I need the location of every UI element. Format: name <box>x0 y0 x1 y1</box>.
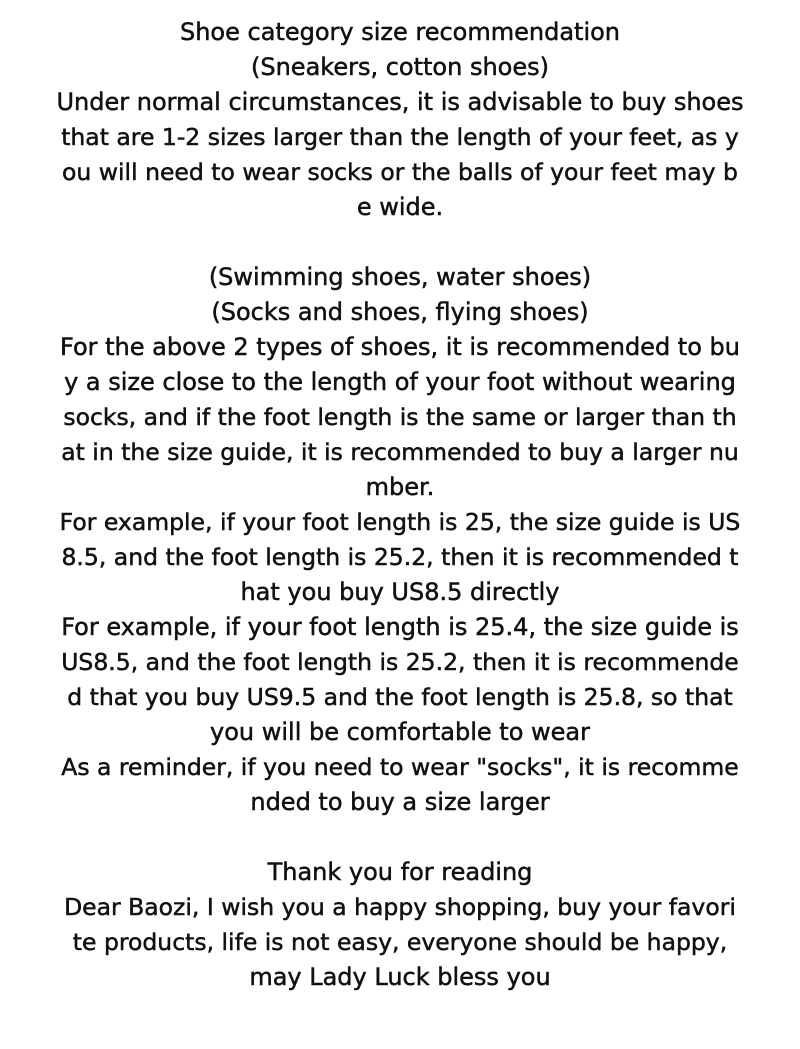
closing-line: may Lady Luck bless you <box>249 963 551 991</box>
blank-line <box>0 225 800 260</box>
blank-line <box>0 820 800 855</box>
category-sneakers-cotton: (Sneakers, cotton shoes) <box>251 53 549 81</box>
text-line: Under normal circumstances, it is advisable to buy shoes <box>56 88 744 116</box>
reminder-line: nded to buy a size larger <box>250 788 550 816</box>
text-line: e wide. <box>356 193 444 221</box>
document-title: Shoe category size recommendation <box>179 18 620 46</box>
closing-line: Dear Baozi, I wish you a happy shopping, buy your favori <box>64 893 736 921</box>
text-line: y a size close to the length of your foot without wearing <box>64 368 736 396</box>
reminder-line: As a reminder, if you need to wear "socks", it is recomme <box>61 753 739 781</box>
text-line: ou will need to wear socks or the balls of your feet may b <box>62 158 738 186</box>
example-line: For example, if your foot length is 25.4, the size guide is <box>61 613 739 641</box>
example-line: 8.5, and the foot length is 25.2, then it is recommended t <box>61 543 739 571</box>
category-socks-flying: (Socks and shoes, flying shoes) <box>211 298 589 326</box>
example-line: For example, if your foot length is 25, the size guide is US <box>59 508 741 536</box>
category-swimming-water: (Swimming shoes, water shoes) <box>208 263 592 291</box>
text-line: that are 1-2 sizes larger than the length of your feet, as y <box>61 123 739 151</box>
closing-line: te products, life is not easy, everyone should be happy, <box>72 928 728 956</box>
text-line: mber. <box>365 473 435 501</box>
text-line: socks, and if the foot length is the same or larger than th <box>63 403 737 431</box>
thank-you-line: Thank you for reading <box>267 858 533 886</box>
text-line: at in the size guide, it is recommended to buy a larger nu <box>61 438 739 466</box>
example-line: hat you buy US8.5 directly <box>240 578 560 606</box>
text-line: For the above 2 types of shoes, it is recommended to bu <box>60 333 740 361</box>
example-line: d that you buy US9.5 and the foot length is 25.8, so that <box>67 683 733 711</box>
example-line: you will be comfortable to wear <box>210 718 590 746</box>
example-line: US8.5, and the foot length is 25.2, then it is recommende <box>61 648 739 676</box>
